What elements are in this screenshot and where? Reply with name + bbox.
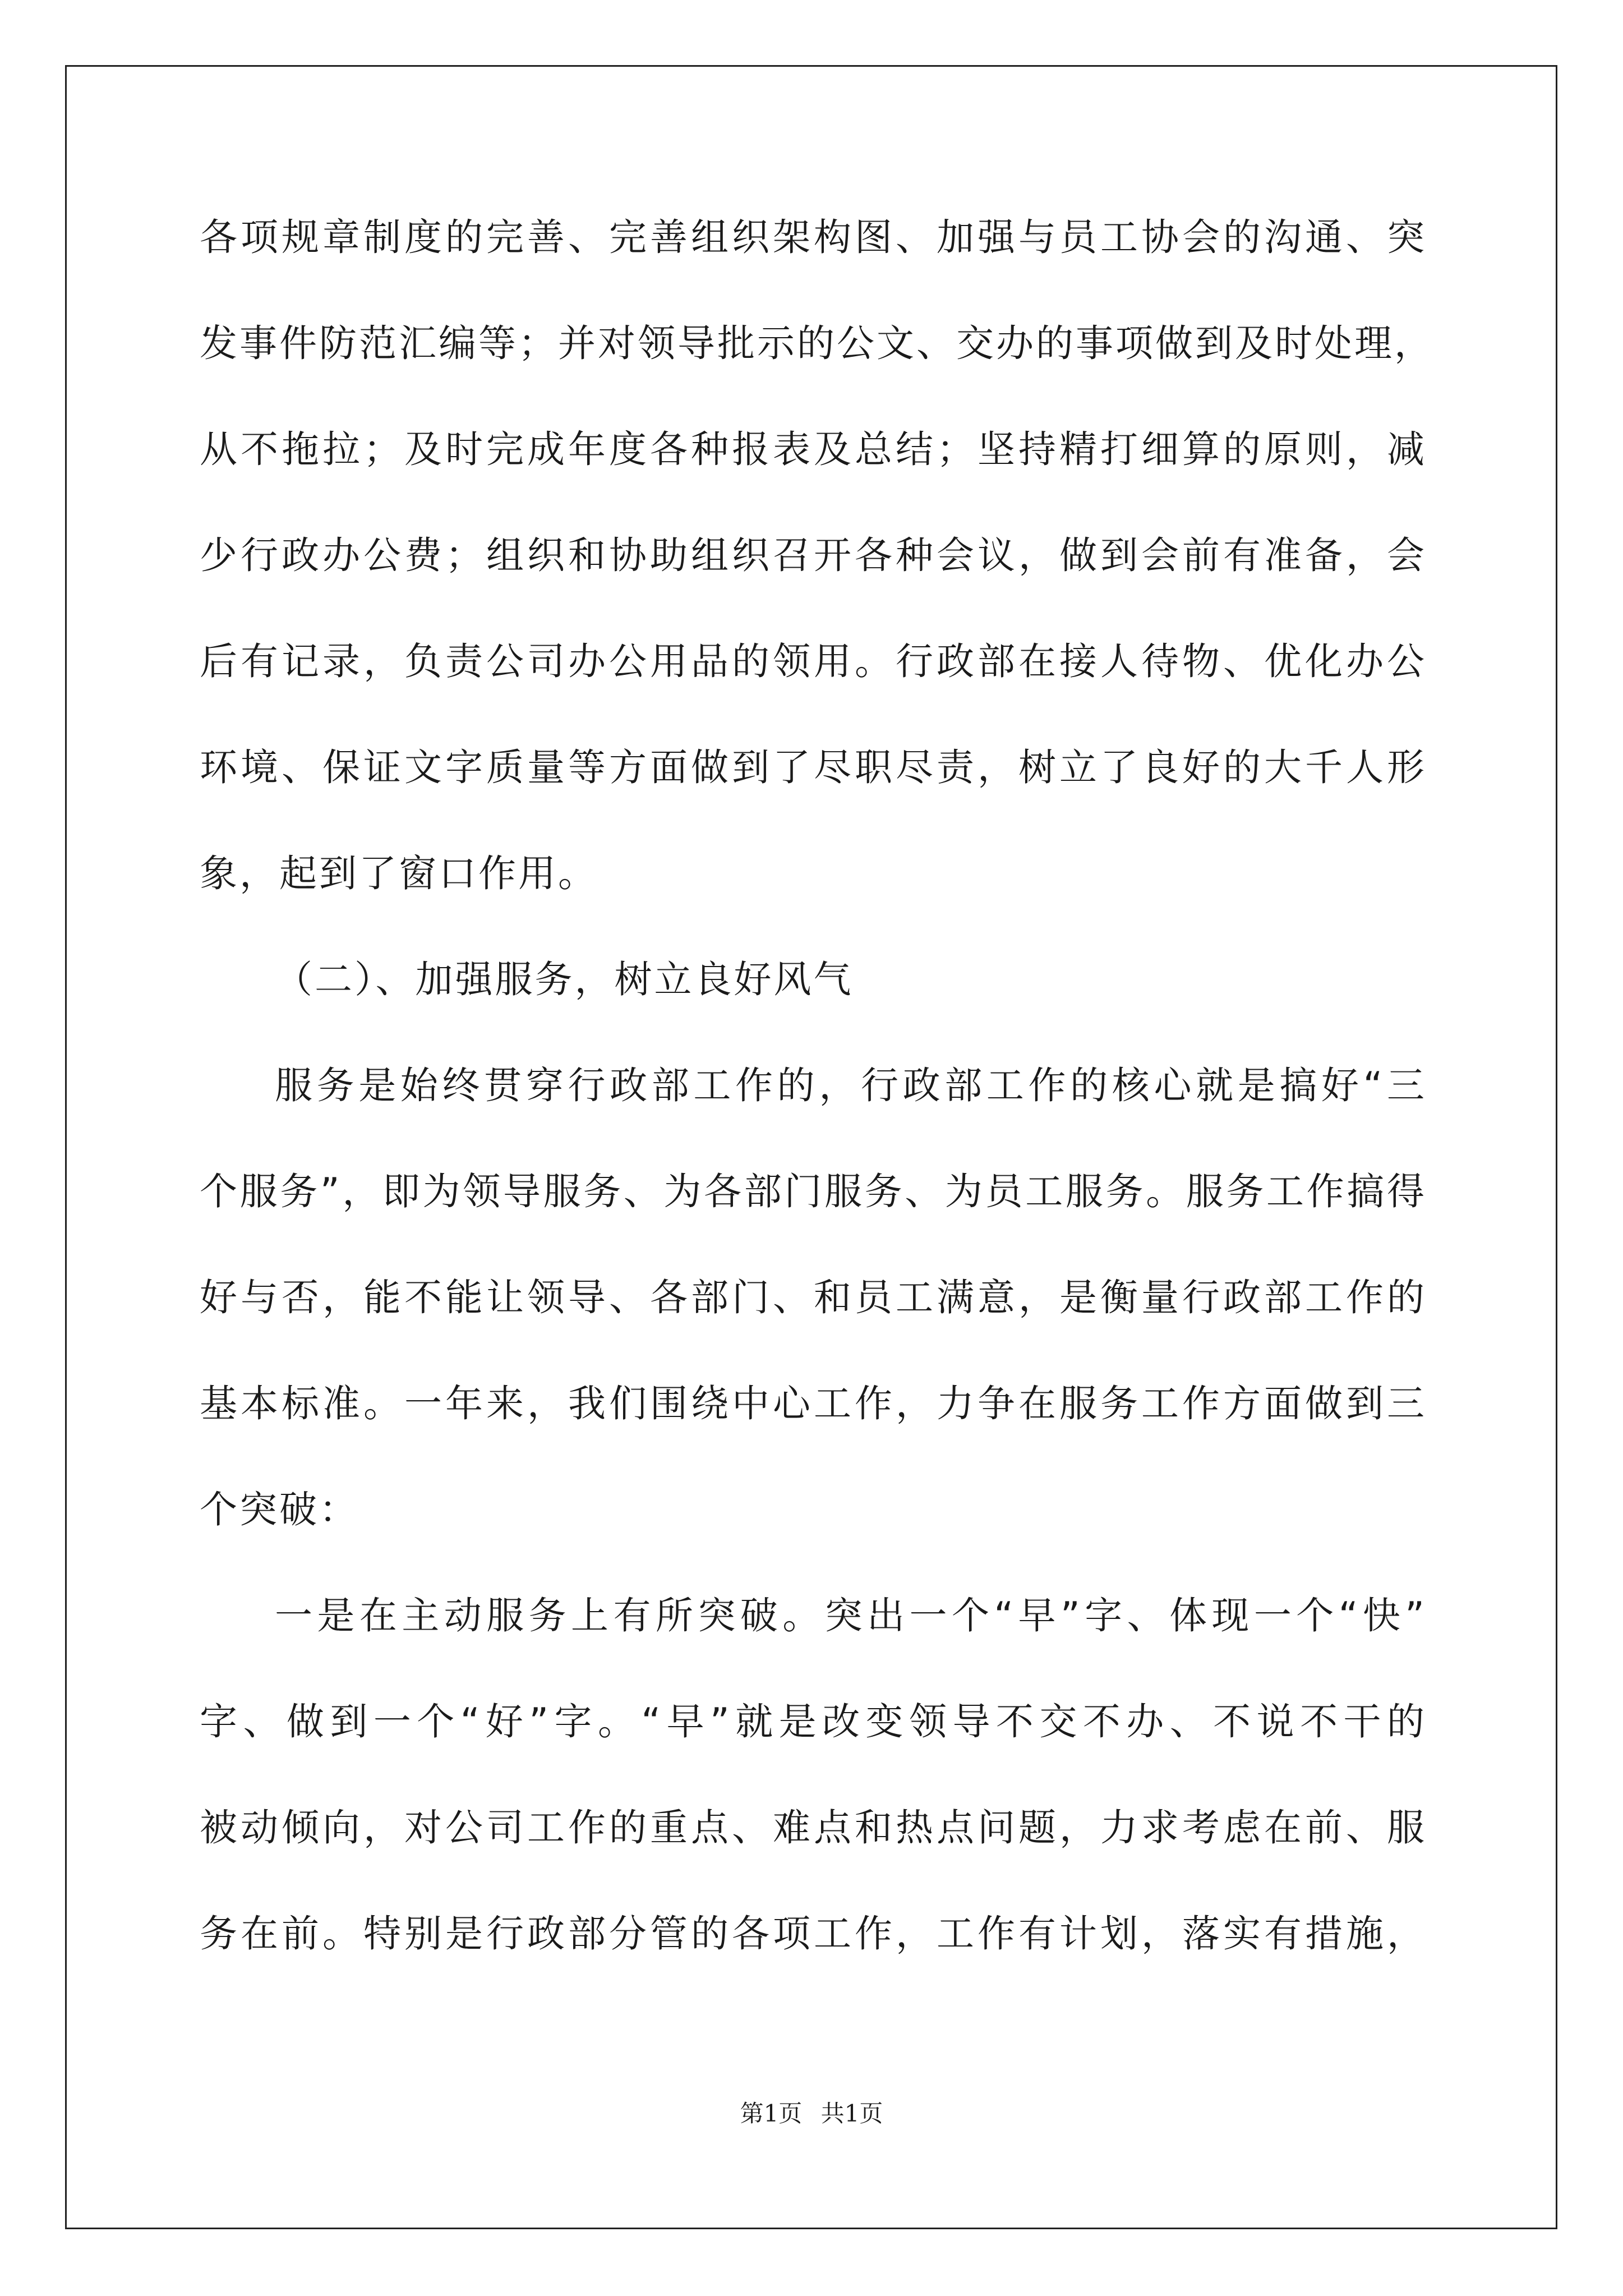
page-border	[65, 65, 1557, 2229]
page-number: 第1页	[740, 2100, 803, 2127]
text-line-3: 从不拖拉；及时完成年度各种报表及总结；坚持精打细算的原则，减	[200, 427, 1427, 471]
text-line-2: 发事件防范汇编等；并对领导批示的公文、交办的事项做到及时处理，	[200, 321, 1434, 365]
text-line-1: 各项规章制度的完善、完善组织架构图、加强与员工协会的沟通、突	[200, 215, 1427, 259]
text-line-16: 被动倾向，对公司工作的重点、难点和热点问题，力求考虑在前、服	[200, 1806, 1427, 1849]
text-line-4: 少行政办公费；组织和协助组织召开各种会议，做到会前有准备，会	[200, 533, 1427, 577]
text-line-11: 好与否，能不能让领导、各部门、和员工满意，是衡量行政部工作的	[200, 1276, 1427, 1319]
text-line-15: 字、做到一个“好”字。“早”就是改变领导不交不办、不说不干的	[200, 1700, 1427, 1743]
section-heading: （二）、加强服务，树立良好风气	[275, 958, 854, 1001]
text-line-10: 个服务”，即为领导服务、为各部门服务、为员工服务。服务工作搞得	[200, 1170, 1427, 1213]
text-line-5: 后有记录，负责公司办公用品的领用。行政部在接人待物、优化办公	[200, 639, 1427, 683]
text-line-13: 个突破：	[200, 1488, 359, 1531]
text-line-12: 基本标准。一年来，我们围绕中心工作，力争在服务工作方面做到三	[200, 1382, 1427, 1425]
text-line-14: 一是在主动服务上有所突破。突出一个“早”字、体现一个“快”	[275, 1594, 1427, 1637]
page-footer	[0, 2095, 1623, 2129]
page-total: 共1页	[820, 2100, 883, 2127]
text-line-17: 务在前。特别是行政部分管的各项工作，工作有计划，落实有措施，	[200, 1912, 1427, 1955]
text-line-6: 环境、保证文字质量等方面做到了尽职尽责，树立了良好的大千人形	[200, 746, 1427, 789]
text-line-9: 服务是始终贯穿行政部工作的，行政部工作的核心就是搞好“三	[275, 1064, 1427, 1107]
text-line-7: 象，起到了窗口作用。	[200, 852, 598, 895]
